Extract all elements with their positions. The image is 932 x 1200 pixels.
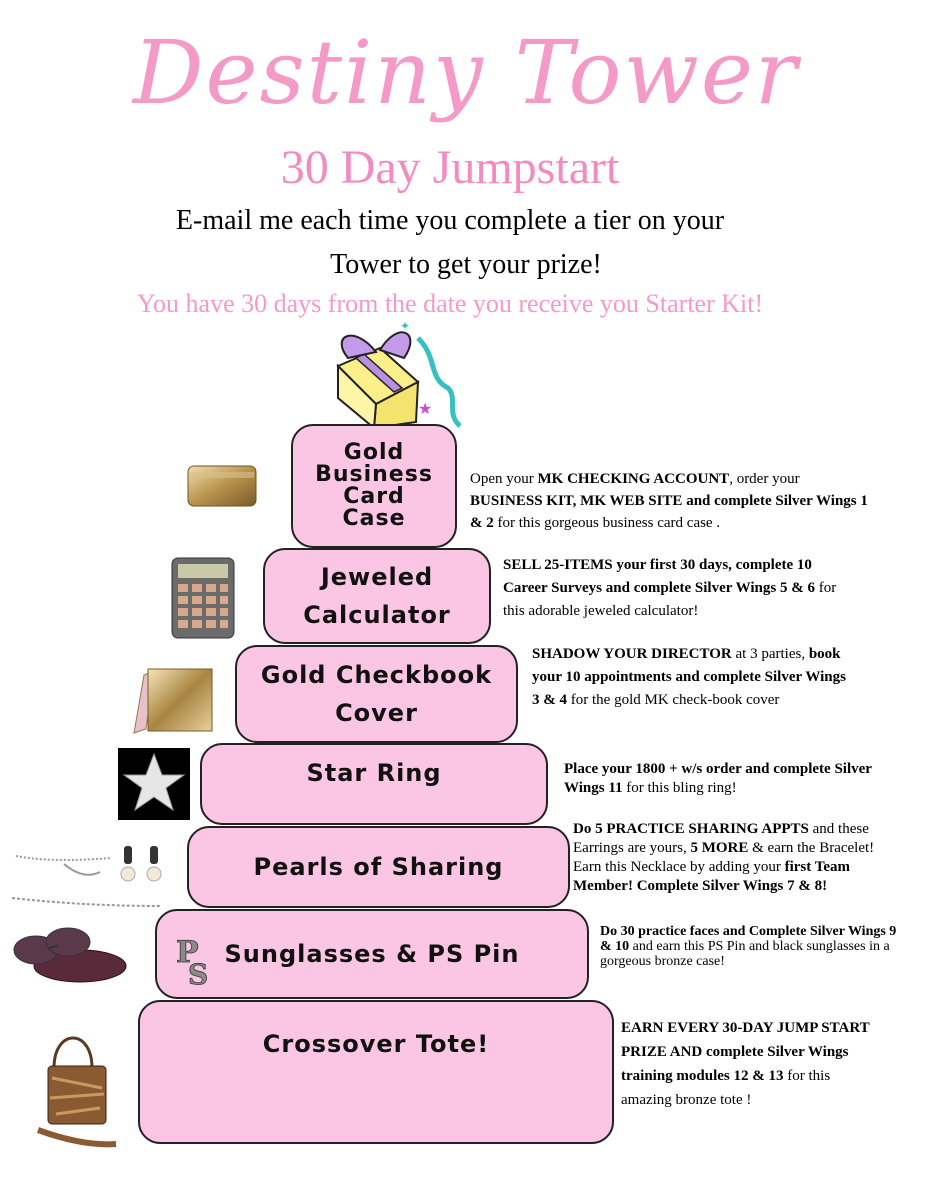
- tier-gold-checkbook-cover: [235, 645, 518, 743]
- sunglasses-case-image: [10, 924, 128, 986]
- checkbook-cover-image: [130, 663, 216, 737]
- ps-pin-image: [172, 932, 216, 988]
- tier-label: Crossover Tote!: [262, 1030, 490, 1058]
- star-ring-image: [118, 748, 190, 820]
- tier-star-ring: [200, 743, 548, 825]
- tier-description: SHADOW YOUR DIRECTOR at 3 parties, book your 10 appointments and complete Silver Wings 3 & 4 for the gold MK check-book cover: [532, 646, 846, 708]
- tier-description: Do 5 PRACTICE SHARING APPTS and these Earrings are yours, 5 MORE & earn the Bracelet! Earn this Necklace by adding your first Team Member! Complete Silver Wings 7 & 8!: [573, 821, 875, 894]
- svg-text:P: P: [176, 935, 199, 970]
- deadline-note: You have 30 days from the date you receive you Starter Kit!: [136, 289, 764, 318]
- tier-description: Place your 1800 + w/s order and complete Silver Wings 11 for this bling ring!: [564, 761, 872, 796]
- calculator-image: [170, 556, 236, 640]
- tier-sunglasses-ps-pin: [155, 909, 589, 999]
- page-subtitle: 30 Day Jumpstart: [280, 141, 620, 194]
- instruction-line-2: Tower to get your prize!: [330, 249, 602, 280]
- tier-gold-business-card-case: [291, 424, 457, 548]
- crossover-tote-image: [30, 1018, 122, 1150]
- tier-description: Do 30 practice faces and Complete Silver Wings 9 & 10 and earn this PS Pin and black sunglasses in a gorgeous bronze case!: [600, 924, 897, 969]
- svg-text:S: S: [188, 958, 209, 988]
- pearl-jewelry-image: [6, 842, 166, 912]
- page-title: Destiny Tower: [133, 21, 799, 124]
- svg-text:★: ★: [418, 399, 433, 418]
- tier-label: Gold Business Card Case: [315, 440, 433, 531]
- tier-jeweled-calculator: [263, 548, 491, 644]
- tier-label: Gold Checkbook Cover: [260, 661, 493, 727]
- tier-description: Open your MK CHECKING ACCOUNT, order your BUSINESS KIT, MK WEB SITE and complete Silver Wings 1 & 2 for this gorgeous business card case .: [470, 471, 868, 531]
- instruction-line-1: E-mail me each time you complete a tier on your: [175, 205, 725, 236]
- svg-text:✦: ✦: [400, 319, 411, 333]
- tier-crossover-tote: [138, 1000, 614, 1144]
- gift-box-icon: [318, 318, 468, 430]
- tier-pearls-of-sharing: [187, 826, 570, 908]
- business-card-case-image: [186, 458, 258, 514]
- tier-label: Star Ring: [306, 759, 442, 787]
- tier-description: EARN EVERY 30-DAY JUMP START PRIZE AND complete Silver Wings training modules 12 & 13 for this amazing bronze tote !: [621, 1020, 870, 1108]
- tier-description: SELL 25-ITEMS your first 30 days, complete 10 Career Surveys and complete Silver Wings 5 & 6 for this adorable jeweled calculator!: [503, 557, 837, 619]
- tier-label: Pearls of Sharing: [253, 853, 504, 881]
- tier-label: Jeweled Calculator: [303, 563, 451, 629]
- tier-label: Sunglasses & PS Pin: [224, 940, 520, 968]
